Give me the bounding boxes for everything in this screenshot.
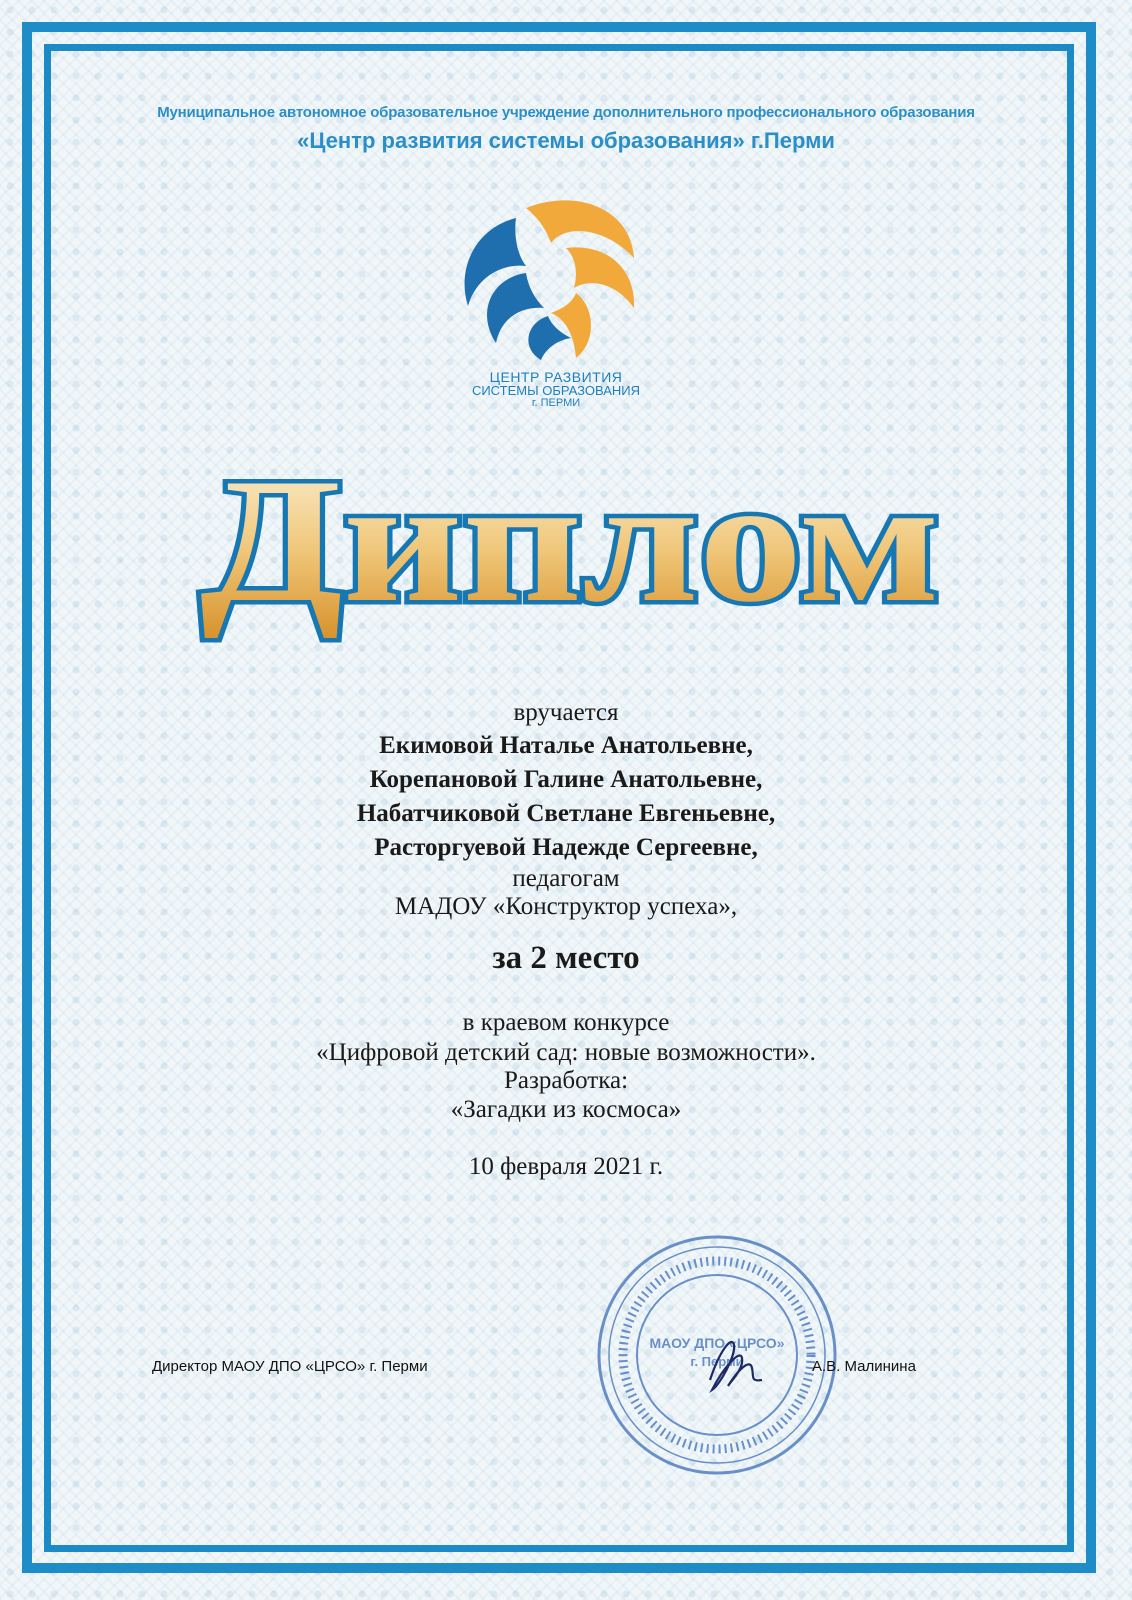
awarded-label: вручается bbox=[513, 699, 619, 726]
stamp-text-line1: МАОУ ДПО «ЦРСО» bbox=[649, 1335, 785, 1351]
stamp-text-line2: г. Перми bbox=[690, 1354, 744, 1369]
recipient-line: Расторгуевой Надежде Сергеевне, bbox=[374, 834, 758, 861]
development-label: Разработка: bbox=[503, 1067, 629, 1094]
logo-caption-line1: ЦЕНТР РАЗВИТИЯ bbox=[489, 369, 623, 385]
award-date: 10 февраля 2021 г. bbox=[468, 1153, 664, 1180]
development-name: «Загадки из космоса» bbox=[450, 1096, 682, 1123]
logo-caption-line2: СИСТЕМЫ ОБРАЗОВАНИЯ bbox=[471, 383, 641, 398]
contest-line: в краевом конкурсе bbox=[462, 1009, 670, 1036]
organization-name: Муниципальное автономное образовательное учреждение дополнительного профессионального образования bbox=[157, 104, 975, 121]
role-label: педагогам bbox=[512, 865, 620, 892]
recipient-line: Екимовой Наталье Анатольевне, bbox=[379, 732, 753, 759]
recipient-line: Корепановой Галине Анатольевне, bbox=[369, 766, 763, 793]
director-position: Директор МАОУ ДПО «ЦРСО» г. Перми bbox=[152, 1358, 428, 1375]
center-name: «Центр развития системы образования» г.Перми bbox=[297, 128, 835, 153]
logo-caption-line3: г. ПЕРМИ bbox=[531, 397, 581, 409]
institution-name: МАДОУ «Конструктор успеха», bbox=[394, 893, 738, 920]
contest-name: «Цифровой детский сад: новые возможности». bbox=[316, 1039, 816, 1066]
recipient-line: Набатчиковой Светлане Евгеньевне, bbox=[356, 800, 776, 827]
title-text: Диплом bbox=[200, 441, 940, 639]
signatory-name: А.В. Малинина bbox=[812, 1358, 916, 1375]
place-award: за 2 место bbox=[492, 940, 640, 976]
diploma-title bbox=[190, 430, 950, 660]
swirl-logo-icon bbox=[456, 188, 656, 363]
official-stamp bbox=[592, 1230, 842, 1480]
